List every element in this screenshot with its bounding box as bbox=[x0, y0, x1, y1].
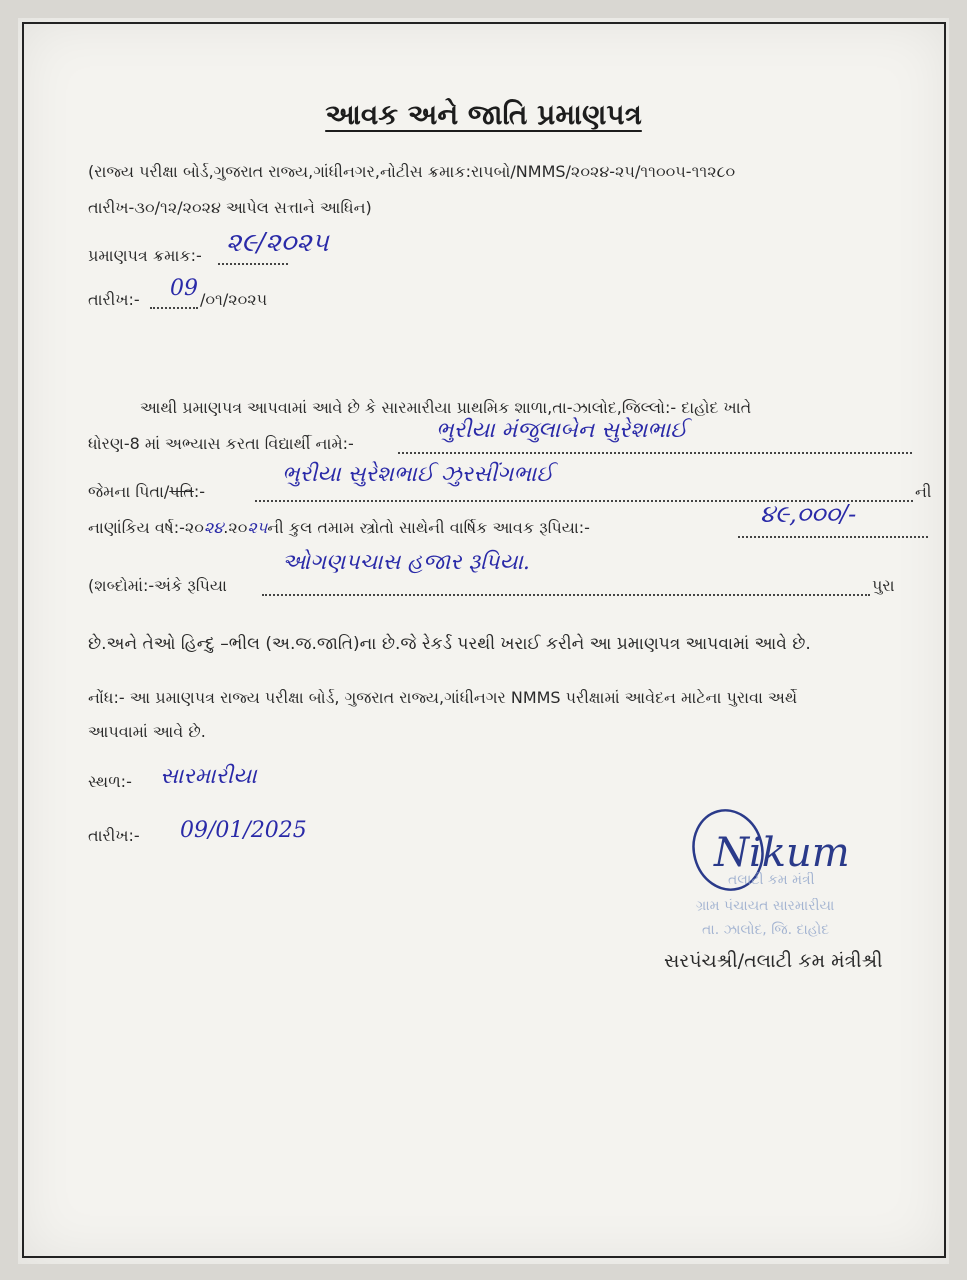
father-label: જેમના પિતા/પતિ:- bbox=[88, 482, 206, 501]
student-label: ધોરણ-8 માં અભ્યાસ કરતા વિદ્યાર્થી નામે:- bbox=[88, 434, 354, 453]
reference-line-1: (રાજ્ય પરીક્ષા બોર્ડ,ગુજરાત રાજ્ય,ગાંધીનગર,નોટીસ ક્રમાક:રાપબો/NMMS/૨૦૨૪-૨૫/૧૧૦૦૫-૧૧૨૮૦ bbox=[88, 162, 736, 181]
signature-text: Nikum bbox=[714, 830, 850, 876]
body-line-1: આથી પ્રમાણપત્ર આપવામાં આવે છે કે સારમારીયા પ્રાથમિક શાળા,તા-ઝાલોદ,જિલ્લો:- દાહોદ ખાતે bbox=[140, 398, 752, 417]
certificate-number-label: પ્રમાણપત્ર ક્રમાક:- bbox=[88, 246, 202, 265]
student-name: ભુરીયા મંજુલાબેન સુરેશભાઈ bbox=[436, 418, 688, 443]
date-day: 09 bbox=[170, 276, 198, 301]
caste-line: છે.અને તેઓ હિન્દુ –ભીલ (અ.જ.જાતિ)ના છે.જે રેકર્ડ પરથી ખરાઈ કરીને આ પ્રમાણપત્ર આપવામાં આવે છે. bbox=[88, 634, 811, 654]
note-line-2: આપવામાં આવે છે. bbox=[88, 722, 206, 741]
note-line-1: નોંધ:- આ પ્રમાણપત્ર રાજ્ય પરીક્ષા બોર્ડ, ગુજરાત રાજ્ય,ગાંધીનગર NMMS પરીક્ષામાં આવેદન માટેના પુરાવા અર્થે bbox=[88, 688, 798, 707]
stamp-line-2: ગ્રામ પંચાયત સારમારીયા bbox=[696, 898, 835, 914]
income-dots bbox=[738, 536, 928, 538]
certificate-number-value: ૨૯/૨૦૨૫ bbox=[226, 228, 329, 258]
words-value: ઓગણપચાસ હજાર રૂપિયા. bbox=[282, 550, 530, 575]
words-dots bbox=[262, 594, 870, 596]
place-value: સારમારીયા bbox=[160, 764, 257, 789]
words-label: (શબ્દોમાં:-અંકે રૂપિયા bbox=[88, 576, 227, 595]
signatory-title: સરપંચશ્રી/તલાટી કમ મંત્રીશ્રી bbox=[664, 950, 883, 972]
stamp-line-3: તા. ઝાલોદ, જિ. દાહોદ bbox=[702, 922, 830, 938]
date-dots bbox=[150, 307, 198, 309]
words-suffix: પુરા bbox=[872, 576, 895, 595]
reference-line-2: તારીખ-૩૦/૧૨/૨૦૨૪ આપેલ સત્તાને આધિન) bbox=[88, 198, 372, 217]
income-amount: ૪૯,૦૦૦/- bbox=[760, 500, 857, 528]
date-rest: /૦૧/૨૦૨૫ bbox=[200, 290, 268, 309]
father-suffix: ની bbox=[915, 482, 932, 501]
date2-label: તારીખ:- bbox=[88, 826, 140, 845]
student-dots bbox=[398, 452, 912, 454]
certificate-number-dots bbox=[218, 263, 288, 265]
stamp-line-1: તલાટી કમ મંત્રી bbox=[728, 872, 815, 888]
date-label: તારીખ:- bbox=[88, 290, 140, 309]
income-label: નાણાંકિય વર્ષ:-૨૦૨૪.૨૦૨૫ની કુલ તમામ સ્ત્રોતો સાથેની વાર્ષિક આવક રૂપિયા:- bbox=[88, 518, 590, 537]
father-name: ભુરીયા સુરેશભાઈ ઝુરસીંગભાઈ bbox=[282, 462, 554, 487]
date2-value: 09/01/2025 bbox=[180, 818, 307, 843]
place-label: સ્થળ:- bbox=[88, 772, 132, 791]
document-title: આવક અને જાતિ પ્રમાણપત્ર bbox=[325, 98, 642, 131]
